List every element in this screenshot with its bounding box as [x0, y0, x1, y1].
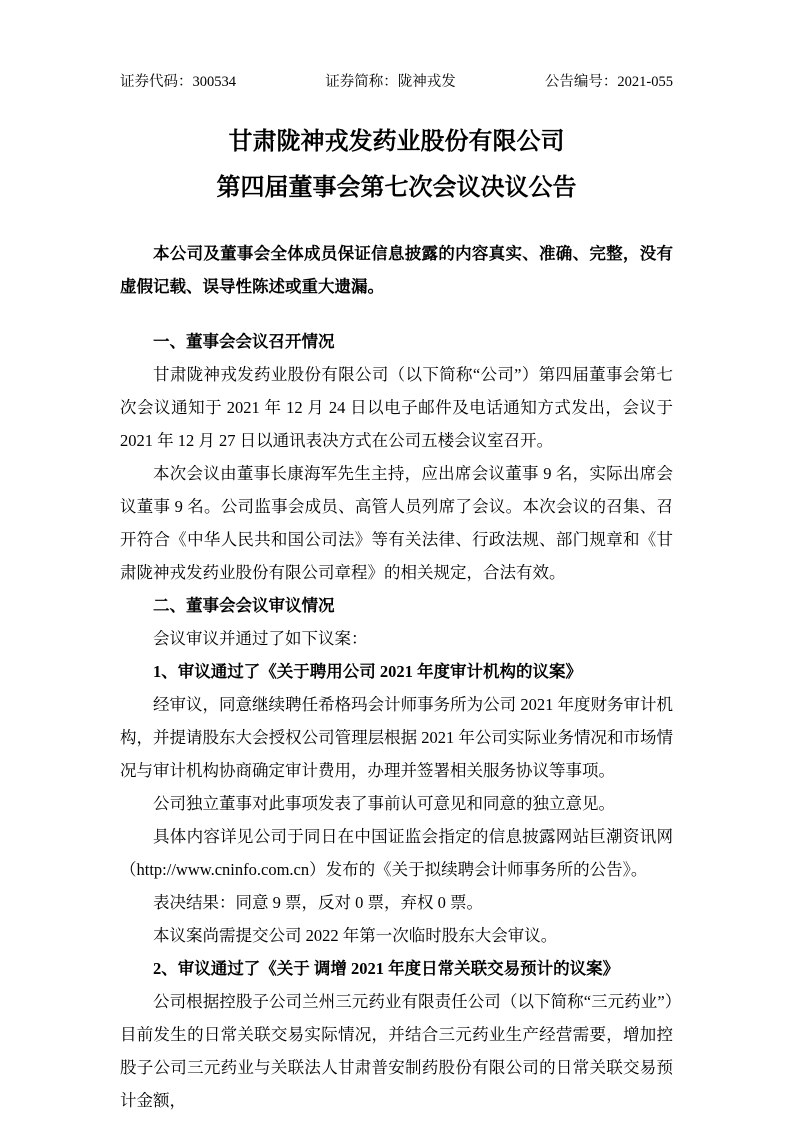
- resolution-2-heading: 2、审议通过了《关于 调增 2021 年度日常关联交易预计的议案》: [153, 959, 620, 978]
- title-line-2: 第四届董事会第七次会议决议公告: [216, 175, 577, 201]
- document-body: [120, 325, 673, 1117]
- announcement-number: 公告编号：2021-055: [544, 74, 673, 90]
- section-2-intro: 会议审议并通过了如下议案：: [153, 629, 368, 648]
- section-1-paragraph-2: 本次会议由董事长康海军先生主持，应出席会议董事 9 名，实际出席会议董事 9 名。公司监事会成员、高管人员列席了会议。本次会议的召集、召开符合《中华人民共和国公司法》等有关法律、行政法规、部门规章和《甘肃陇神戎发药业股份有限公司章程》的相关规定，合法有效。: [120, 464, 673, 582]
- resolution-1-note: 本议案尚需提交公司 2022 年第一次临时股东大会审议。: [153, 926, 558, 945]
- section-1-paragraph-1: 甘肃陇神戎发药业股份有限公司（以下简称“公司”）第四届董事会第七次会议通知于 2021 年 12 月 24 日以电子邮件及电话通知方式发出，会议于 2021 年 12 月 27 日以通讯表决方式在公司五楼会议室召开。: [120, 365, 673, 450]
- title-line-1: 甘肃陇神戎发药业股份有限公司: [228, 129, 565, 155]
- resolution-1-paragraph-3: 具体内容详见公司于同日在中国证监会指定的信息披露网站巨潮资讯网（http://www.cninfo.com.cn）发布的《关于拟续聘会计师事务所的公告》。: [120, 827, 673, 879]
- section-2-heading: 二、董事会会议审议情况: [153, 596, 335, 615]
- section-1-heading: 一、董事会会议召开情况: [153, 332, 335, 351]
- document-header: [120, 72, 673, 92]
- stock-code: 证券代码：300534: [120, 74, 236, 90]
- resolution-1-vote-result: 表决结果：同意 9 票，反对 0 票，弃权 0 票。: [153, 893, 483, 912]
- resolution-2-paragraph-1: 公司根据控股子公司兰州三元药业有限责任公司（以下简称“三元药业”）目前发生的日常关联交易实际情况，并结合三元药业生产经营需要，增加控股子公司三元药业与关联法人甘肃普安制药股份有限公司的日常关联交易预计金额，: [120, 992, 673, 1110]
- document-title: [120, 119, 673, 211]
- stock-name: 证券简称：陇神戎发: [325, 74, 456, 90]
- integrity-statement: 本公司及董事会全体成员保证信息披露的内容真实、准确、完整，没有虚假记载、误导性陈述或重大遗漏。: [120, 244, 673, 296]
- resolution-1-paragraph-1: 经审议，同意继续聘任希格玛会计师事务所为公司 2021 年度财务审计机构，并提请股东大会授权公司管理层根据 2021 年公司实际业务情况和市场情况与审计机构协商确定审计费用，办理并签署相关服务协议等事项。: [120, 695, 673, 780]
- resolution-1-heading: 1、审议通过了《关于聘用公司 2021 年度审计机构的议案》: [153, 662, 582, 681]
- resolution-1-paragraph-2: 公司独立董事对此事项发表了事前认可意见和同意的独立意见。: [153, 794, 615, 813]
